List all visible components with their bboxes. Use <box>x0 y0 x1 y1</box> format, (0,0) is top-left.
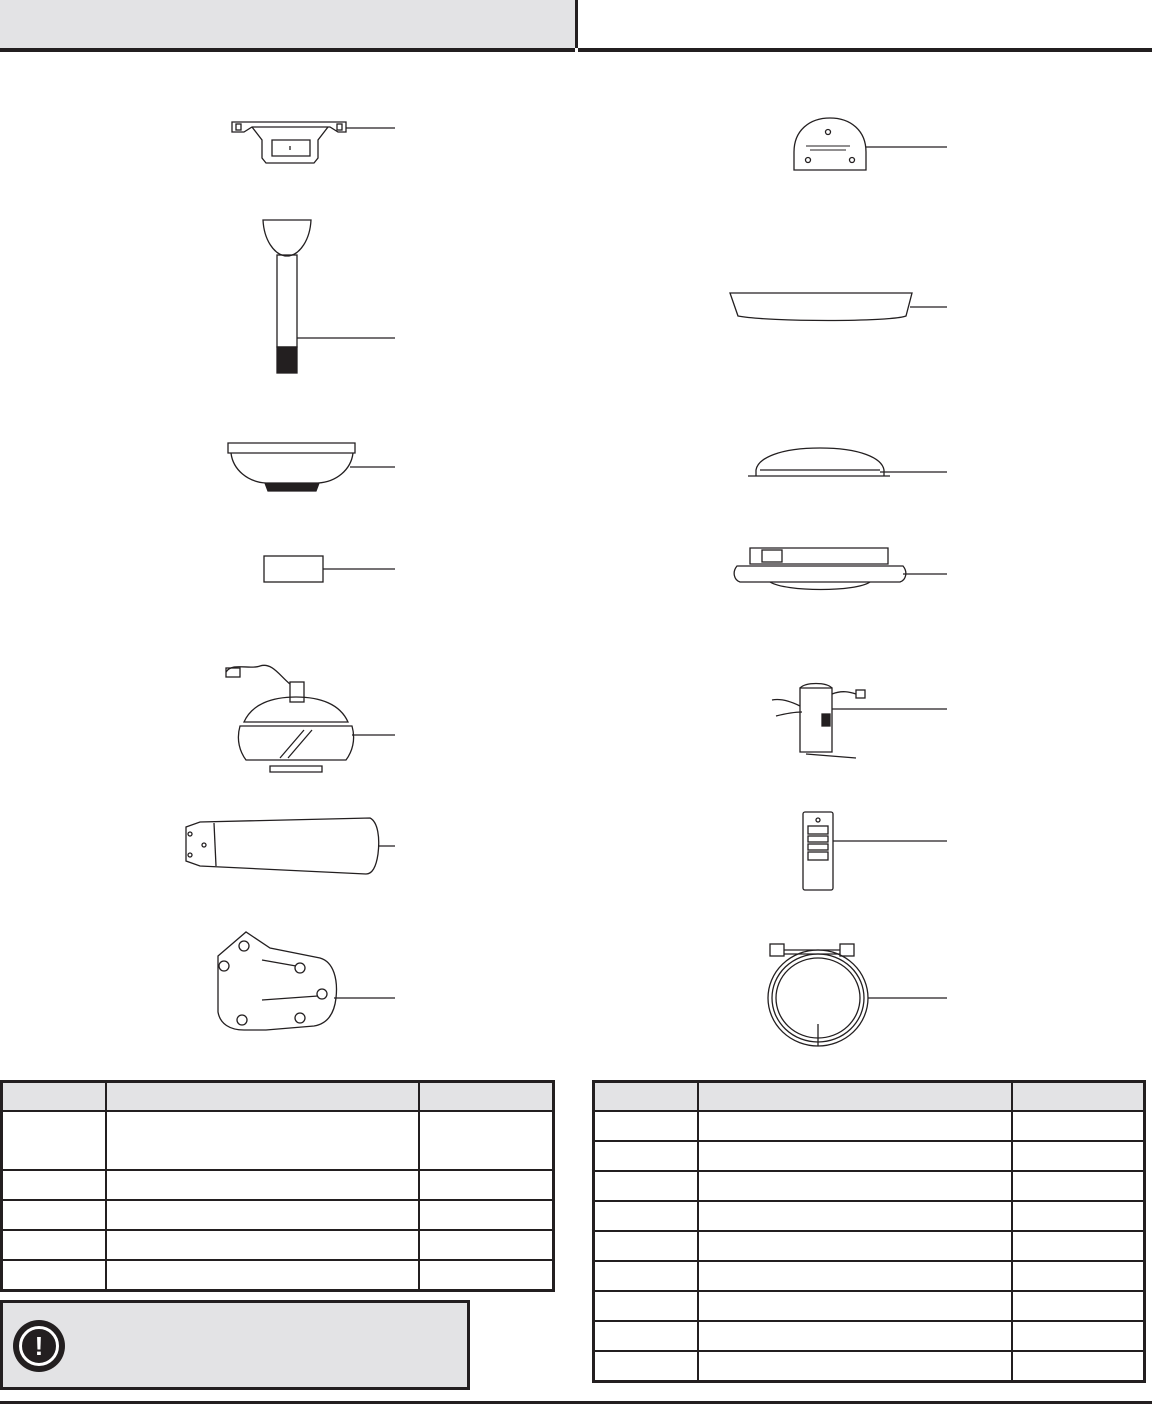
column-header-part <box>594 1082 698 1112</box>
table-cell <box>698 1111 1012 1141</box>
parts-table-right <box>592 1080 1146 1383</box>
receiver-icon <box>772 684 947 759</box>
table-row <box>594 1171 1145 1201</box>
table-cell <box>1012 1171 1145 1201</box>
light-kit-plate-icon <box>794 118 947 170</box>
table-header-row <box>594 1082 1145 1112</box>
table-row <box>2 1200 554 1230</box>
table-row <box>2 1111 554 1170</box>
table-cell <box>594 1351 698 1381</box>
table-row <box>594 1351 1145 1381</box>
table-cell <box>594 1171 698 1201</box>
table-cell <box>698 1321 1012 1351</box>
canopy-icon <box>228 443 395 491</box>
table-row <box>594 1141 1145 1171</box>
table-cell <box>698 1231 1012 1261</box>
table-cell <box>106 1200 419 1230</box>
table-cell <box>594 1111 698 1141</box>
table-cell <box>1012 1321 1145 1351</box>
table-cell <box>1012 1141 1145 1171</box>
column-header-quantity <box>1012 1082 1145 1112</box>
table-cell <box>419 1170 554 1200</box>
motor-assembly-icon <box>226 665 395 772</box>
table-cell <box>1012 1231 1145 1261</box>
table-cell <box>106 1111 419 1170</box>
remote-control-icon <box>803 812 947 890</box>
table-cell <box>1012 1351 1145 1381</box>
blade-arm-icon <box>218 932 395 1030</box>
column-header-description <box>698 1082 1012 1112</box>
table-cell <box>106 1230 419 1260</box>
column-header-quantity <box>419 1082 554 1112</box>
table-cell <box>419 1200 554 1230</box>
column-header-description <box>106 1082 419 1112</box>
footer-rule <box>0 1401 1152 1404</box>
table-row <box>594 1201 1145 1231</box>
table-row <box>2 1170 554 1200</box>
table-cell <box>698 1291 1012 1321</box>
table-cell <box>2 1260 106 1290</box>
parts-table-left <box>0 1080 555 1292</box>
table-cell <box>419 1260 554 1290</box>
table-row <box>594 1291 1145 1321</box>
table-cell <box>698 1171 1012 1201</box>
fan-blade-icon <box>186 818 395 874</box>
exclamation-icon <box>13 1320 65 1372</box>
table-row <box>594 1261 1145 1291</box>
table-header-row <box>2 1082 554 1112</box>
table-row <box>594 1321 1145 1351</box>
coupling-cover-icon <box>264 556 395 582</box>
table-row <box>2 1230 554 1260</box>
table-cell <box>2 1111 106 1170</box>
led-light-kit-icon <box>734 548 947 590</box>
table-cell <box>594 1231 698 1261</box>
table-cell <box>106 1260 419 1290</box>
mounting-bracket-icon <box>232 122 395 163</box>
table-cell <box>419 1111 554 1170</box>
trim-ring-icon <box>730 293 947 321</box>
table-cell <box>2 1170 106 1200</box>
table-cell <box>1012 1261 1145 1291</box>
table-row <box>594 1111 1145 1141</box>
table-cell <box>2 1200 106 1230</box>
table-cell <box>594 1201 698 1231</box>
exclamation-symbol: ! <box>19 1326 59 1366</box>
table-cell <box>594 1261 698 1291</box>
table-cell <box>1012 1111 1145 1141</box>
table-cell <box>106 1170 419 1200</box>
table-cell <box>594 1291 698 1321</box>
table-cell <box>2 1230 106 1260</box>
table-cell <box>698 1141 1012 1171</box>
table-row <box>594 1231 1145 1261</box>
table-cell <box>419 1230 554 1260</box>
table-cell <box>698 1351 1012 1381</box>
notice-box <box>0 1300 470 1390</box>
extension-wire-icon <box>768 944 947 1046</box>
column-header-part <box>2 1082 106 1112</box>
table-row <box>2 1260 554 1290</box>
glass-shade-icon <box>748 448 947 476</box>
table-cell <box>698 1201 1012 1231</box>
table-cell <box>698 1261 1012 1291</box>
table-cell <box>594 1321 698 1351</box>
downrod-icon <box>263 220 395 373</box>
table-cell <box>1012 1201 1145 1231</box>
table-cell <box>594 1141 698 1171</box>
table-cell <box>1012 1291 1145 1321</box>
